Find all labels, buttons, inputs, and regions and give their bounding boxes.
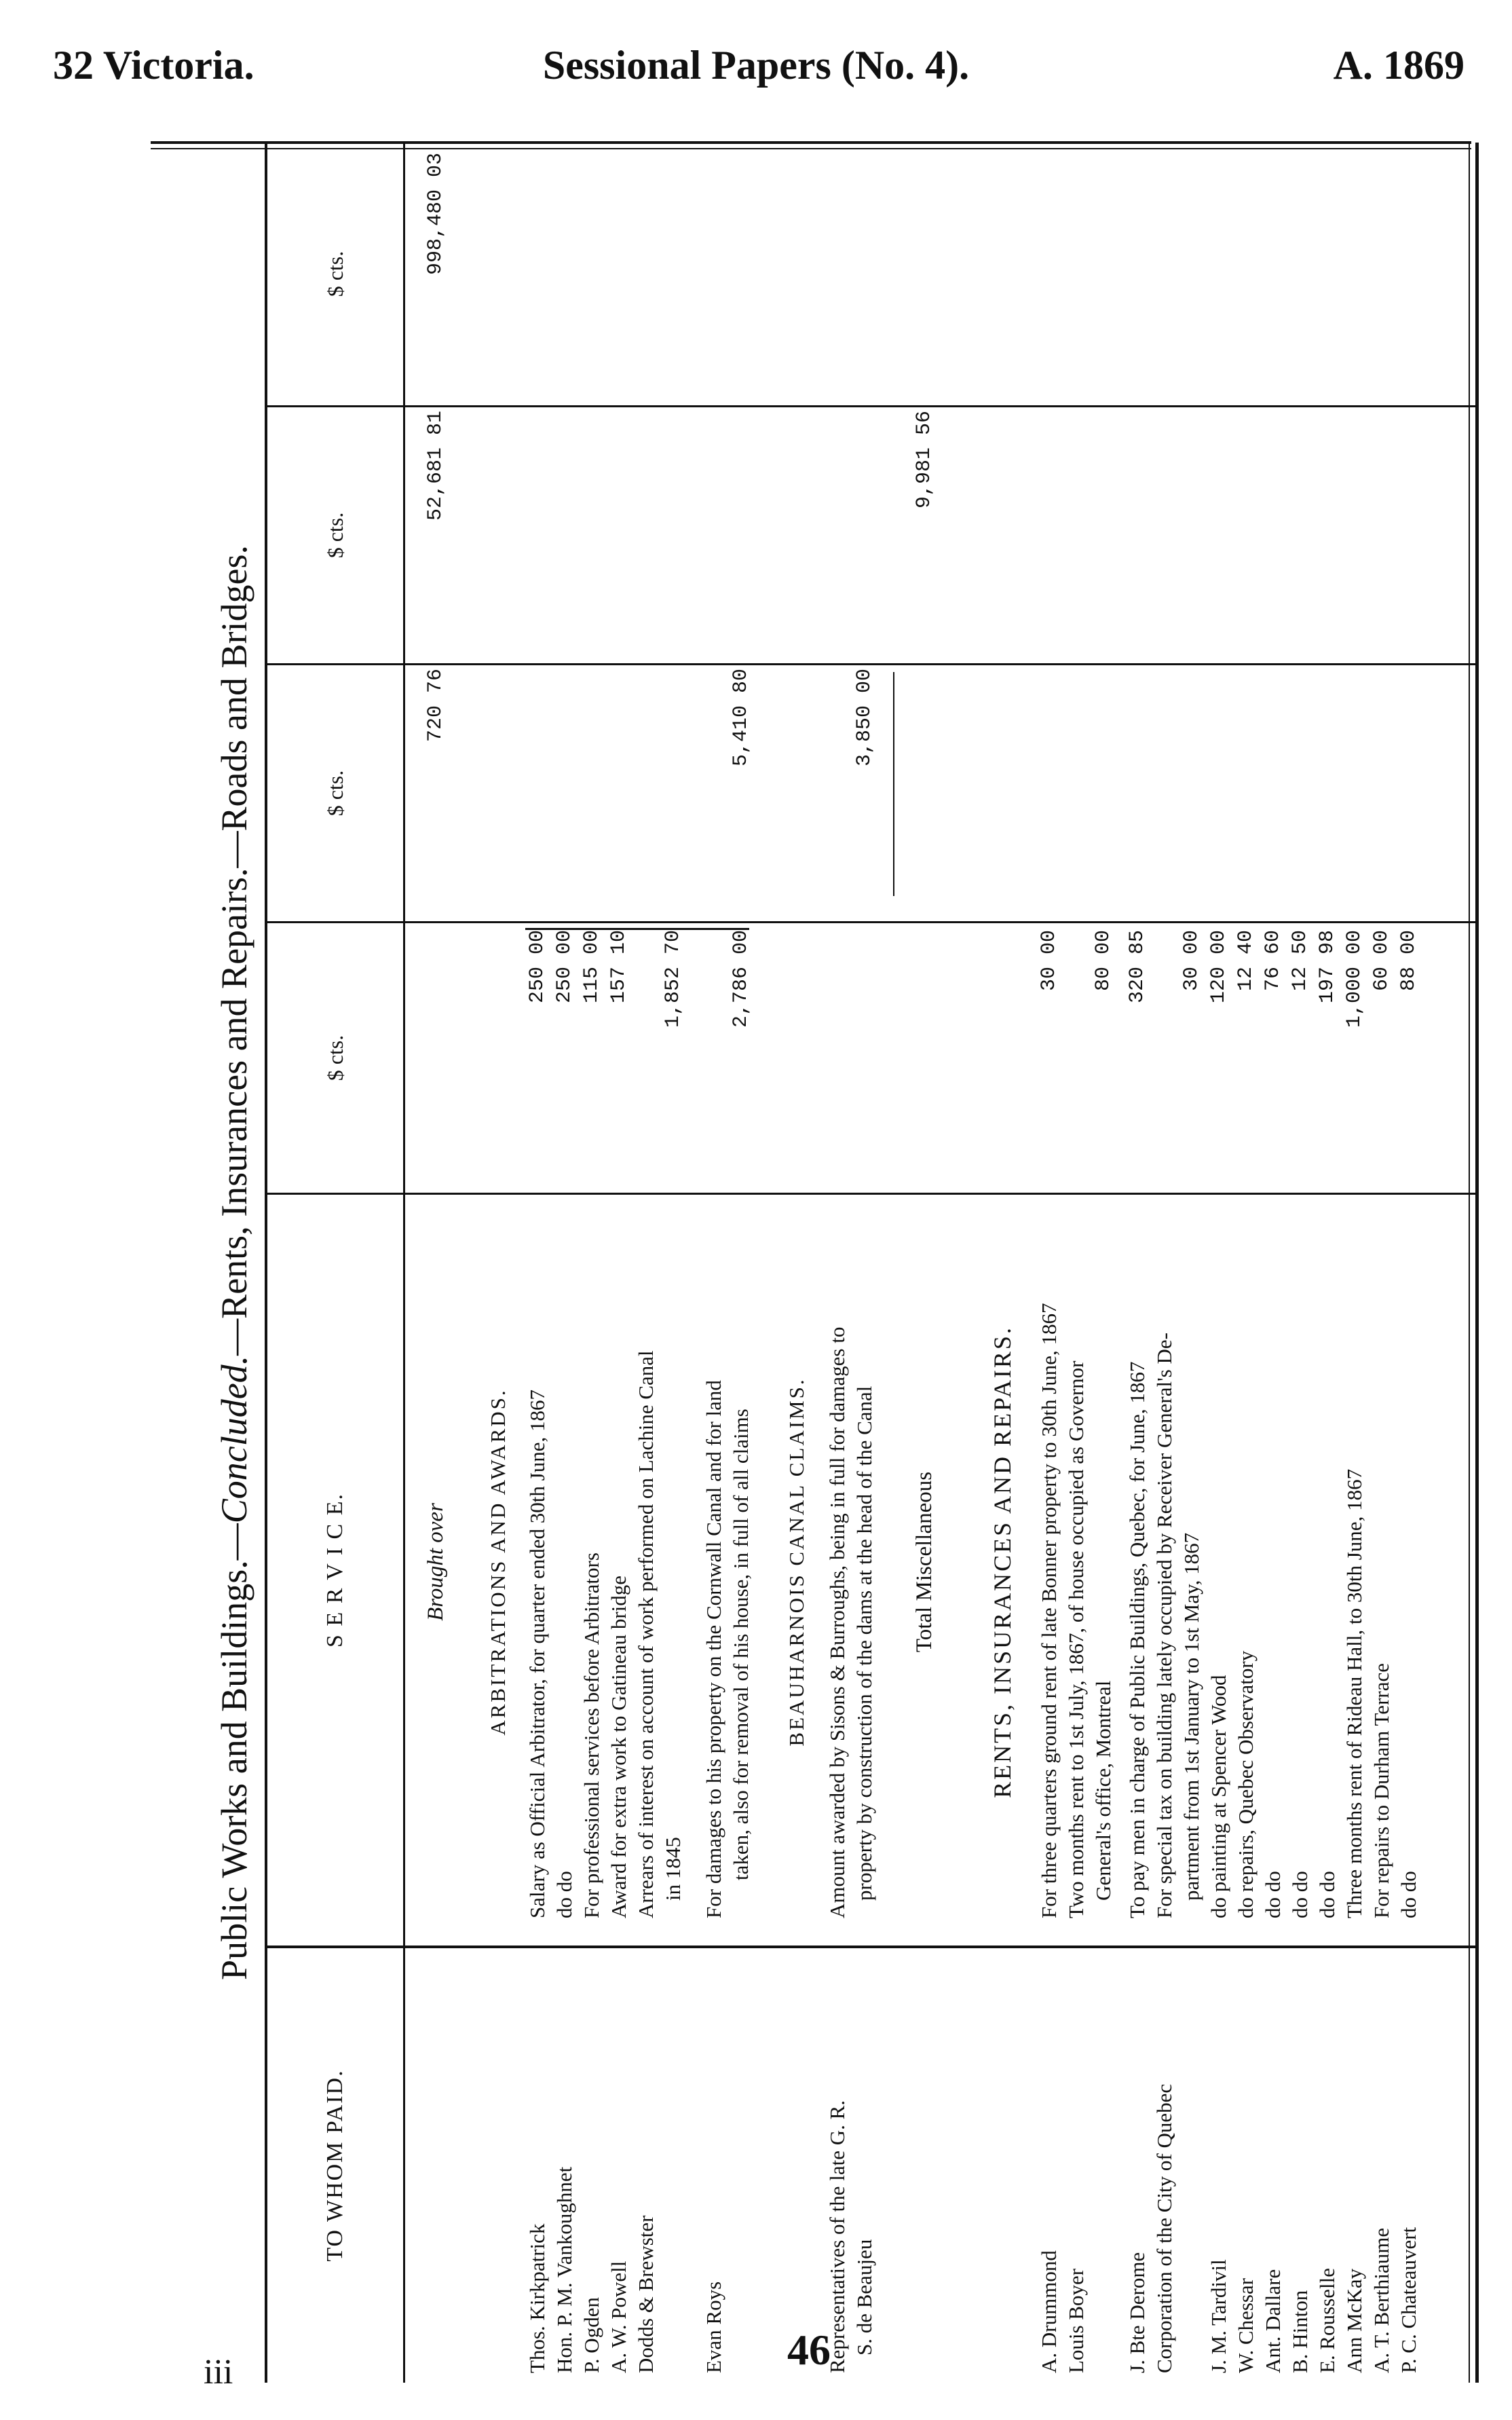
page-title-italic: Concluded. <box>214 1355 254 1524</box>
section-rents: RENTS, INSURANCES AND REPAIRS. <box>989 1326 1016 1798</box>
ledger-table <box>265 143 1479 2383</box>
column-header-service: S E R V I C E. <box>322 1493 347 1648</box>
amount-cell: 1,852 70 <box>662 930 685 1028</box>
payee-cell: E. Rousselle <box>1315 2268 1339 2373</box>
table-row <box>524 143 551 2383</box>
payee-cell: Corporation of the City of Quebec <box>1152 2083 1176 2373</box>
service-cell: Amount awarded by Sisons & Burroughs, being in full for damages to <box>825 1326 849 1918</box>
payee-cell: A. T. Berthiaume <box>1369 2227 1393 2373</box>
column-header-amount-1: $ cts. <box>322 1035 347 1081</box>
amount-cell: 60 00 <box>1370 930 1393 992</box>
table-row-continued <box>727 143 755 2383</box>
service-cell: do do <box>1315 1871 1339 1918</box>
amount-cell: 88 00 <box>1397 930 1420 992</box>
table-row <box>1287 143 1314 2383</box>
table-row <box>1368 143 1395 2383</box>
section-arbitrations: ARBITRATIONS AND AWARDS. <box>486 1388 510 1736</box>
beauharnois-amount: 3,850 00 <box>853 669 876 767</box>
service-cell: Three months rent of Rideau Hall, to 30th June, 1867 <box>1342 1468 1366 1918</box>
column-header-amount-2: $ cts. <box>322 770 347 817</box>
header-year: A. 1869 <box>1333 43 1464 88</box>
total-miscellaneous-amount: 9,981 56 <box>913 411 936 509</box>
brought-over-col4: 998,480 03 <box>424 153 447 276</box>
amount-cell: 115 00 <box>580 930 603 1004</box>
brought-over-row <box>422 143 449 2383</box>
service-cell: do do <box>1397 1871 1420 1918</box>
service-cell: partment from 1st January to 1st May, 1867 <box>1179 1532 1203 1901</box>
amount-cell: 1,000 00 <box>1343 930 1366 1028</box>
amount-cell: 80 00 <box>1092 930 1115 992</box>
amount-cell: 197 98 <box>1316 930 1339 1004</box>
payee-cell: Thos. Kirkpatrick <box>525 2223 549 2373</box>
amount-cell: 76 60 <box>1262 930 1285 992</box>
table-row <box>551 143 578 2383</box>
service-cell: property by construction of the dams at the head of the Canal <box>852 1385 876 1901</box>
subtotal-bracket <box>525 928 749 930</box>
service-cell: Salary as Official Arbitrator, for quarter ended 30th June, 1867 <box>525 1390 549 1918</box>
payee-cell: Evan Roys <box>702 2281 725 2373</box>
table-row-continued <box>1090 143 1117 2383</box>
service-cell: For special tax on building lately occupied by Receiver General's De- <box>1152 1333 1176 1918</box>
folio-marker: iii <box>204 2353 233 2391</box>
service-cell: taken, also for removal of his house, in full of all claims <box>729 1409 753 1880</box>
payee-cell: W. Chessar <box>1234 2277 1258 2373</box>
table-row <box>1205 143 1232 2383</box>
header-sessional-papers: Sessional Papers (No. 4). <box>542 43 970 88</box>
table-row-continued <box>1178 143 1205 2383</box>
table-row <box>824 143 851 2383</box>
rotated-ledger-page <box>204 143 1507 2383</box>
table-row <box>1124 143 1151 2383</box>
payee-cell: A. W. Powell <box>607 2260 630 2373</box>
service-cell: do do <box>552 1871 576 1918</box>
payee-cell: Ant. Dallare <box>1261 2269 1285 2373</box>
service-cell: For repairs to Durham Terrace <box>1369 1663 1393 1918</box>
service-cell: Arrears of interest on account of work performed on Lachine Canal <box>634 1350 658 1918</box>
amount-cell: 320 85 <box>1126 930 1149 1004</box>
column-header-amount-4: $ cts. <box>322 250 347 297</box>
brought-over-col3: 52,681 81 <box>424 411 447 521</box>
payee-cell: Representatives of the late G. R. <box>825 2100 849 2373</box>
service-cell: do repairs, Quebec Observatory <box>1234 1650 1258 1918</box>
amount-cell: 30 00 <box>1180 930 1203 992</box>
brought-over-label: Brought over <box>423 1503 448 1621</box>
service-cell: do do <box>1288 1871 1312 1918</box>
column-header-amount-3: $ cts. <box>322 512 347 559</box>
table-row <box>1314 143 1341 2383</box>
service-cell: To pay men in charge of Public Buildings, Quebec, for June, 1867 <box>1125 1361 1149 1918</box>
service-cell: General's office, Montreal <box>1091 1680 1115 1901</box>
table-row <box>700 143 727 2383</box>
service-cell: do do <box>1261 1871 1285 1918</box>
amount-cell: 12 40 <box>1234 930 1258 992</box>
brought-over-col2: 720 76 <box>424 669 447 743</box>
payee-cell: Ann McKay <box>1342 2268 1366 2373</box>
table-row-continued <box>851 143 878 2383</box>
service-cell: For professional services before Arbitrators <box>580 1552 603 1918</box>
table-row <box>1036 143 1063 2383</box>
service-cell: For damages to his property on the Cornwall Canal and for land <box>702 1380 725 1918</box>
amount-cell: 2,786 00 <box>730 930 753 1028</box>
payee-cell: A. Drummond <box>1037 2250 1061 2373</box>
payee-cell: P. Ogden <box>580 2297 603 2373</box>
amount-cell: 30 00 <box>1038 930 1061 992</box>
section-beauharnois: BEAUHARNOIS CANAL CLAIMS. <box>785 1377 808 1747</box>
payee-cell: S. de Beaujeu <box>852 2239 876 2356</box>
amount-cell: 250 00 <box>526 930 549 1004</box>
table-row <box>1395 143 1422 2383</box>
payee-cell: B. Hinton <box>1288 2290 1312 2373</box>
page-number: 46 <box>787 2326 831 2374</box>
arbitrations-subtotal: 5,410 80 <box>730 669 753 767</box>
header-underline <box>403 143 405 2383</box>
service-cell: Two months rent to 1st July, 1867, of house occupied as Governor <box>1064 1360 1088 1918</box>
amount-cell: 157 10 <box>607 930 630 1004</box>
table-row <box>578 143 605 2383</box>
table-row <box>1341 143 1368 2383</box>
payee-cell: Dodds & Brewster <box>634 2215 658 2373</box>
total-rule <box>893 672 894 896</box>
table-row <box>605 143 632 2383</box>
payee-cell: J. M. Tardivil <box>1207 2259 1230 2373</box>
amount-cell: 12 50 <box>1289 930 1312 992</box>
service-cell: For three quarters ground rent of late Bonner property to 30th June, 1867 <box>1037 1303 1061 1918</box>
table-row-continued <box>660 143 687 2383</box>
payee-cell: Hon. P. M. Vankoughnet <box>552 2166 576 2373</box>
table-row <box>632 143 660 2383</box>
header-volume: 32 Victoria. <box>53 43 254 88</box>
payee-cell: Louis Boyer <box>1064 2268 1088 2373</box>
table-row <box>1232 143 1260 2383</box>
service-cell: in 1845 <box>661 1837 685 1901</box>
total-miscellaneous-row <box>911 143 938 2383</box>
total-miscellaneous-label: Total Miscellaneous <box>912 1471 937 1653</box>
table-row <box>1260 143 1287 2383</box>
column-header-payee: TO WHOM PAID. <box>322 2069 347 2262</box>
table-row <box>1151 143 1178 2383</box>
payee-cell: J. Bte Derome <box>1125 2252 1149 2373</box>
page-title: Public Works and Buildings.—Concluded.—Rents, Insurances and Repairs.—Roads and Bridges. <box>214 545 254 1980</box>
payee-cell: P. C. Chateauvert <box>1397 2227 1420 2373</box>
amount-cell: 250 00 <box>553 930 576 1004</box>
service-cell: Award for extra work to Gatineau bridge <box>607 1575 630 1918</box>
running-header <box>0 42 1512 110</box>
table-row <box>1063 143 1090 2383</box>
service-cell: do painting at Spencer Wood <box>1207 1675 1230 1918</box>
amount-cell: 120 00 <box>1207 930 1230 1004</box>
